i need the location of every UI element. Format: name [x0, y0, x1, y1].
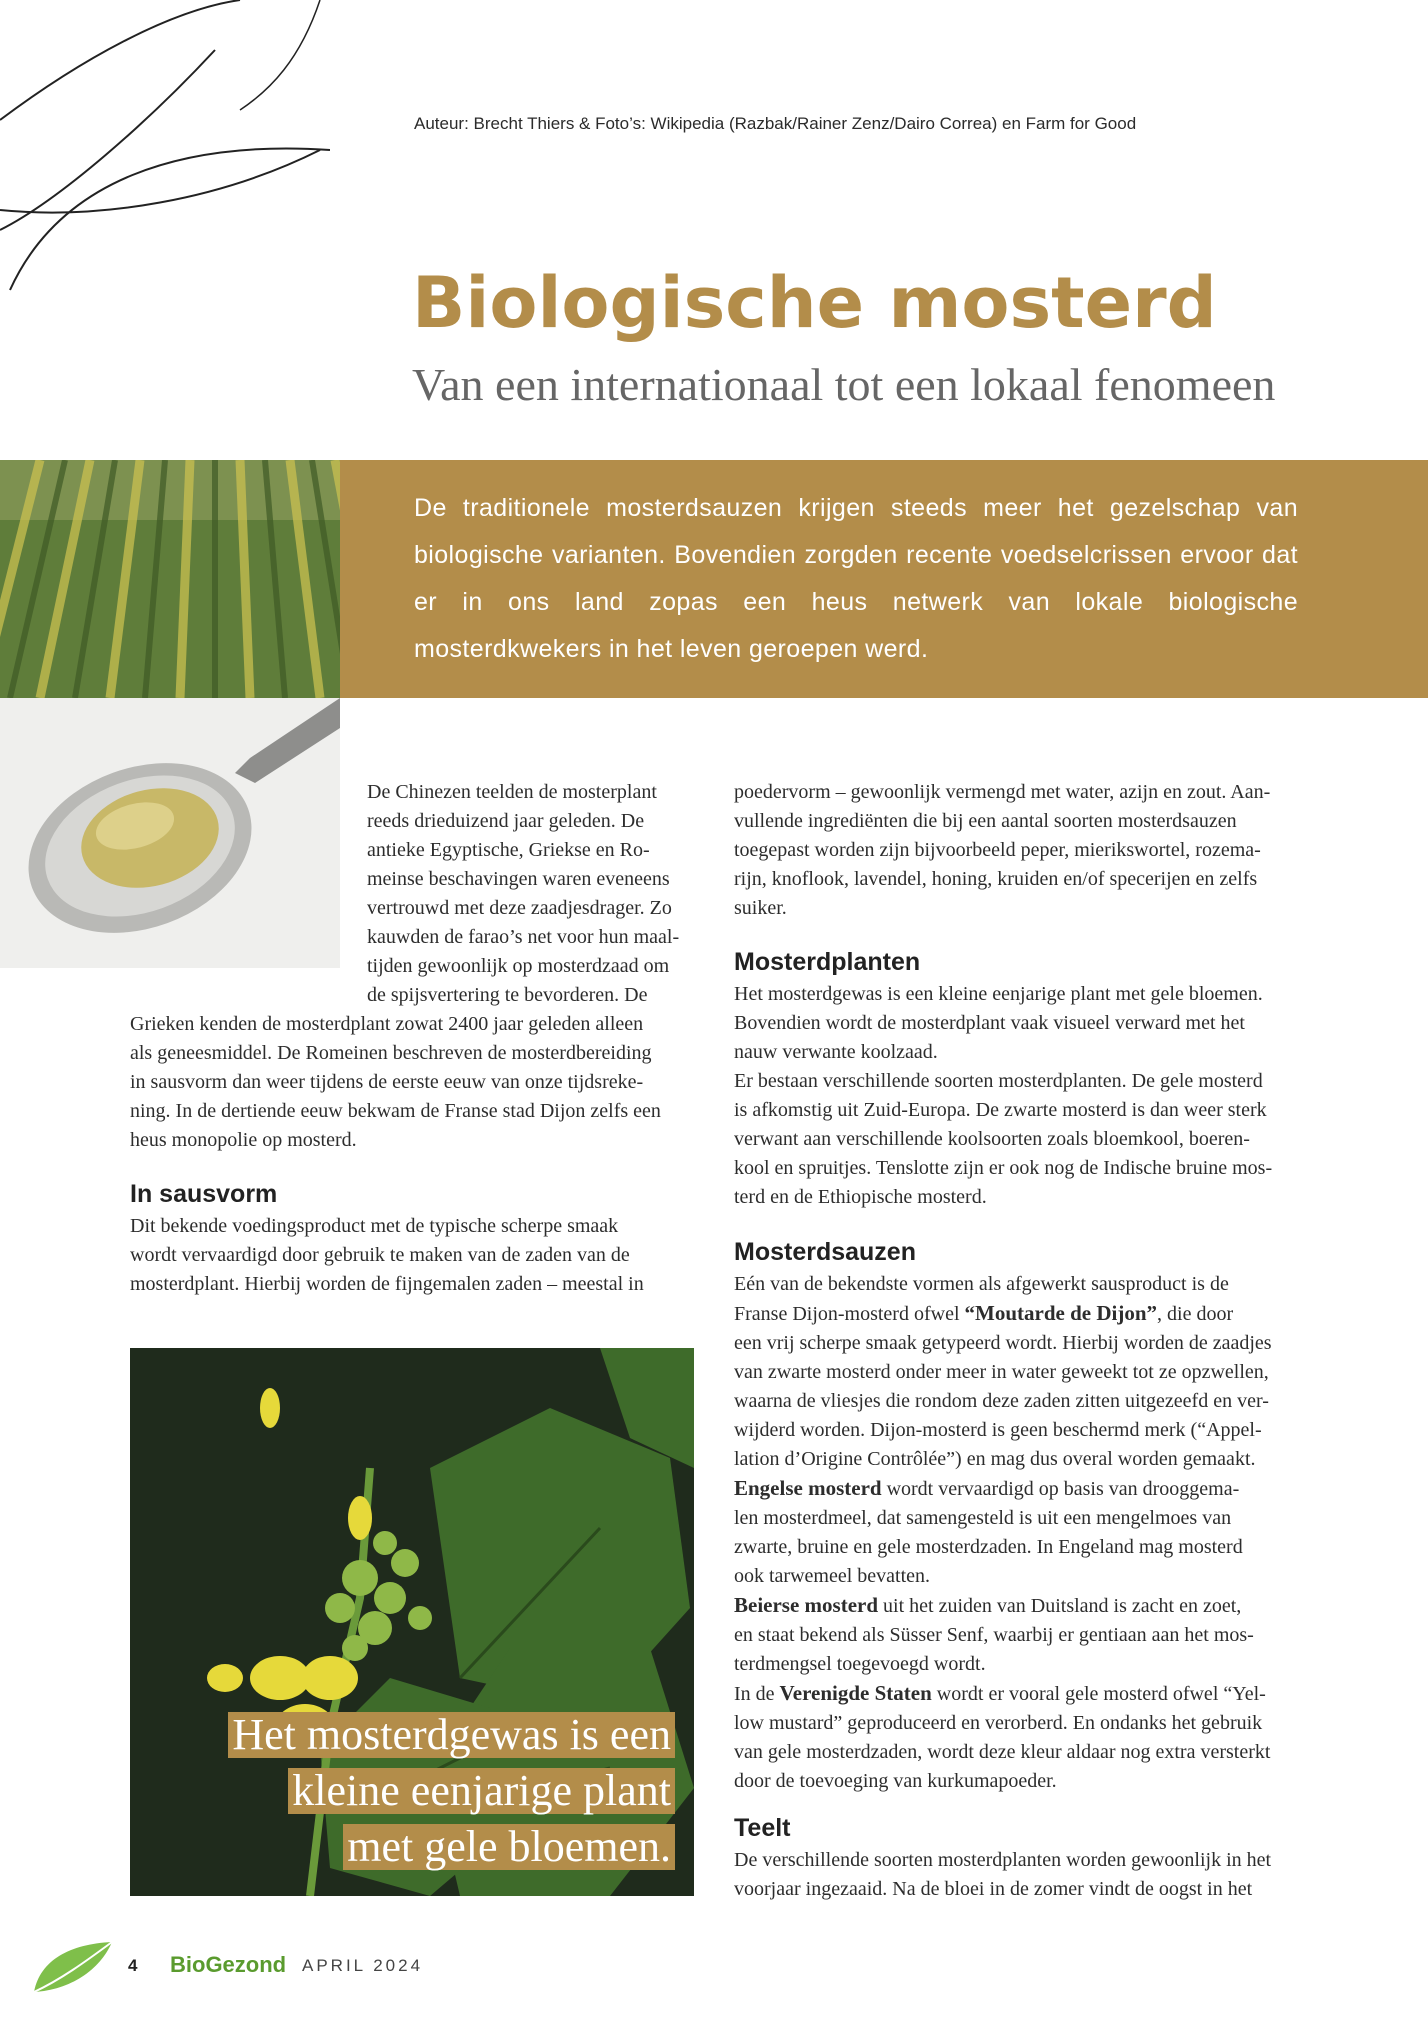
text-line: een vrij scherpe smaak getypeerd wordt. Hierbij worden de zaadjes — [734, 1332, 1272, 1354]
text-line: Er bestaan verschillende soorten mosterdplanten. De gele mosterd — [734, 1070, 1263, 1092]
caption-line-3: met gele bloemen. — [343, 1824, 675, 1870]
text-run: In de — [734, 1683, 780, 1705]
text-line: len mosterdmeel, dat samengesteld is uit een mengelmoes van — [734, 1507, 1232, 1529]
text-line: low mustard” geproduceerd en verorberd. En ondanks het gebruik — [734, 1712, 1263, 1734]
photo-caption — [130, 1712, 675, 1870]
text-line: suiker. — [734, 897, 787, 919]
text-line: reeds drieduizend jaar geleden. De — [367, 810, 645, 832]
left-col-full — [130, 1010, 693, 1155]
beierse-mosterd-bold: Beierse mosterd — [734, 1593, 879, 1617]
text-line — [734, 1474, 1298, 1504]
text-line: vullende ingrediënten die bij een aantal soorten mosterdsauzen — [734, 810, 1237, 832]
text-line: waarna de vliesjes die rondom deze zaden zitten uitgezeefd en ver- — [734, 1390, 1269, 1412]
text-run: uit het zuiden van Duitsland is zacht en zoet, — [878, 1595, 1242, 1617]
text-run: , die door — [1157, 1303, 1234, 1325]
decorative-leaf-lines — [0, 0, 330, 300]
text-line: door de toevoeging van kurkumapoeder. — [734, 1770, 1057, 1792]
text-line: lation d’Origine Contrôlée”) en mag dus overal worden gemaakt. — [734, 1448, 1256, 1470]
sausvorm-paragraph — [130, 1212, 693, 1299]
text-line: toegepast worden zijn bijvoorbeeld peper, mierikswortel, rozema- — [734, 839, 1261, 861]
text-line: heus monopolie op mosterd. — [130, 1129, 357, 1151]
left-col-wrapped — [367, 778, 693, 1010]
article-title: Biologische mosterd — [412, 262, 1217, 344]
text-line: terdmengsel toegevoegd wordt. — [734, 1653, 986, 1675]
green-leaf-icon — [30, 1940, 114, 1996]
author-credit: Auteur: Brecht Thiers & Foto’s: Wikipedia (Razbak/Rainer Zenz/Dairo Correa) en Farm for Good — [414, 114, 1137, 133]
text-line: poedervorm – gewoonlijk vermengd met water, azijn en zout. Aan- — [734, 781, 1271, 803]
article-subtitle: Van een internationaal tot een lokaal fenomeen — [412, 359, 1276, 410]
text-line: van zwarte mosterd onder meer in water geweekt tot ze opzwellen, — [734, 1361, 1269, 1383]
magazine-name: BioGezond — [170, 1952, 287, 1977]
mustard-spoon-photo — [0, 698, 340, 968]
text-line: en staat bekend als Süsser Senf, waarbij er gentiaan aan het mos- — [734, 1624, 1254, 1646]
verenigde-staten-bold: Verenigde Staten — [779, 1681, 932, 1705]
text-line: Bovendien wordt de mosterdplant vaak visueel verward met het — [734, 1012, 1245, 1034]
text-line: ook tarwemeel bevatten. — [734, 1565, 931, 1587]
text-line: wijderd worden. Dijon-mosterd is geen beschermd merk (“Appel- — [734, 1419, 1262, 1441]
heading-teelt: Teelt — [734, 1814, 791, 1842]
heading-mosterdplanten: Mosterdplanten — [734, 948, 921, 976]
text-line — [734, 1679, 1298, 1709]
text-line: De verschillende soorten mosterdplanten worden gewoonlijk in het — [734, 1849, 1272, 1871]
caption-line-1: Het mosterdgewas is een — [228, 1712, 675, 1758]
text-line: Eén van de bekendste vormen als afgewerkt sausproduct is de — [734, 1273, 1229, 1295]
text-run: wordt vervaardigd op basis van drooggema- — [881, 1478, 1240, 1500]
mosterdplanten-paragraph — [734, 980, 1298, 1212]
text-line: kool en spruitjes. Tenslotte zijn er ook nog de Indische bruine mos- — [734, 1157, 1273, 1179]
text-run: wordt er vooral gele mosterd ofwel “Yel- — [931, 1683, 1266, 1705]
text-line: Grieken kenden de mosterdplant zowat 2400 jaar geleden alleen — [130, 1013, 644, 1035]
issue-date: APRIL 2024 — [302, 1956, 424, 1975]
text-line: meinse beschavingen waren eveneens — [367, 868, 670, 890]
text-line: als geneesmiddel. De Romeinen beschreven de mosterdbereiding — [130, 1042, 652, 1064]
text-line: Het mosterdgewas is een kleine eenjarige plant met gele bloemen. — [734, 983, 1263, 1005]
text-line: van gele mosterdzaden, wordt deze kleur aldaar nog extra versterkt — [734, 1741, 1271, 1763]
page-number: 4 — [128, 1956, 138, 1975]
text-line: wordt vervaardigd door gebruik te maken van de zaden van de — [130, 1244, 630, 1266]
text-line: De Chinezen teelden de mosterplant — [367, 781, 657, 803]
right-col-intro — [734, 778, 1298, 923]
mosterdsauzen-paragraph — [734, 1270, 1298, 1796]
text-line: voorjaar ingezaaid. Na de bloei in de zomer vindt de oogst in het — [734, 1878, 1253, 1900]
text-line: Dit bekende voedingsproduct met de typische scherpe smaak — [130, 1215, 619, 1237]
text-line — [734, 1299, 1298, 1329]
engelse-mosterd-bold: Engelse mosterd — [734, 1476, 882, 1500]
text-run: Franse Dijon-mosterd ofwel — [734, 1303, 965, 1325]
text-line: mosterdplant. Hierbij worden de fijngemalen zaden – meestal in — [130, 1273, 644, 1295]
text-line: rijn, knoflook, lavendel, honing, kruiden en/of specerijen en zelfs — [734, 868, 1258, 890]
text-line: is afkomstig uit Zuid-Europa. De zwarte mosterd is dan weer sterk — [734, 1099, 1267, 1121]
intro-paragraph: De traditionele mosterdsauzen krijgen steeds meer het gezelschap van biologische varianten. Bovendien zorgden recente voedselcrissen ervoor dat er in ons land zopas een heus netwerk van lokale biologische mosterdkwekers in het leven geroepen werd. — [414, 494, 1298, 663]
teelt-paragraph — [734, 1846, 1298, 1904]
heading-in-sausvorm: In sausvorm — [130, 1180, 278, 1208]
text-line: tijden gewoonlijk op mosterdzaad om — [367, 955, 670, 977]
text-line — [734, 1591, 1298, 1621]
text-line: in sausvorm dan weer tijdens de eerste eeuw van onze tijdsreke- — [130, 1071, 644, 1093]
caption-line-2: kleine eenjarige plant — [288, 1768, 675, 1814]
text-line: zwarte, bruine en gele mosterdzaden. In Engeland mag mosterd — [734, 1536, 1243, 1558]
text-line: nauw verwante koolzaad. — [734, 1041, 938, 1063]
heading-mosterdsauzen: Mosterdsauzen — [734, 1238, 916, 1266]
text-line: kauwden de farao’s net voor hun maal- — [367, 926, 680, 948]
text-line: terd en de Ethiopische mosterd. — [734, 1186, 987, 1208]
moutarde-de-dijon-bold: “Moutarde de Dijon” — [964, 1301, 1158, 1325]
text-line: antieke Egyptische, Griekse en Ro- — [367, 839, 650, 861]
text-line: verwant aan verschillende koolsoorten zoals bloemkool, boeren- — [734, 1128, 1250, 1150]
text-line: de spijsvertering te bevorderen. De — [367, 984, 648, 1006]
mustard-field-photo — [0, 460, 340, 698]
text-line: ning. In de dertiende eeuw bekwam de Franse stad Dijon zelfs een — [130, 1100, 661, 1122]
text-line: vertrouwd met deze zaadjesdrager. Zo — [367, 897, 672, 919]
